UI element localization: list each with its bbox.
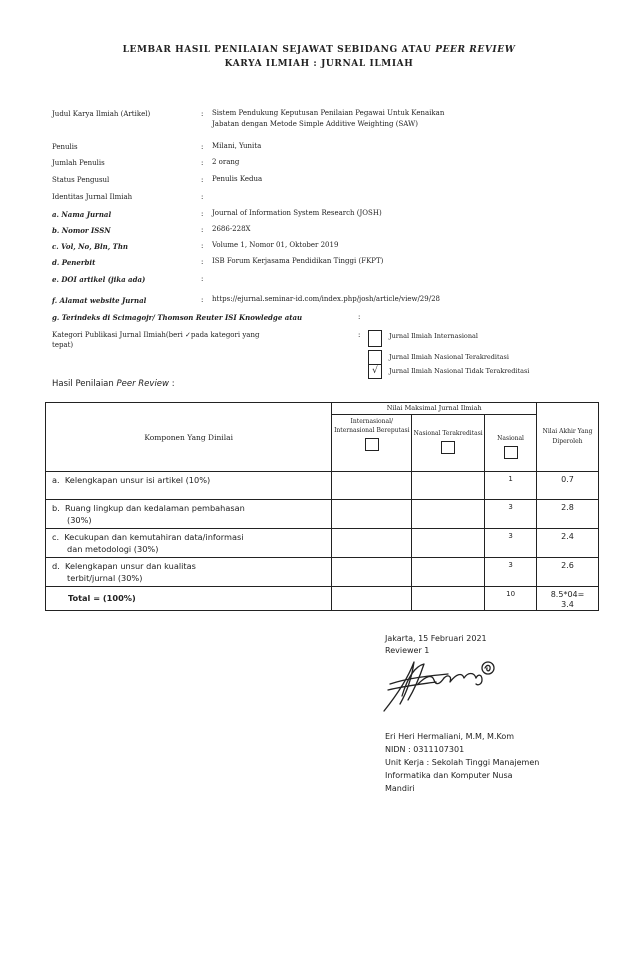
nilai-akhir-cell: 0.7	[537, 472, 599, 500]
tempat-tanggal: Jakarta, 15 Februari 2021	[385, 634, 487, 643]
colon: :	[201, 210, 204, 218]
colon: :	[201, 226, 204, 234]
penerbit-value: ISB Forum Kerjasama Pendidikan Tinggi (FKPT)	[212, 257, 384, 265]
nasional-terakreditasi-cell	[412, 587, 485, 611]
kategori-label-line-2: tepat)	[52, 341, 74, 349]
colon: :	[201, 143, 204, 151]
nasional-header	[485, 415, 537, 472]
nilai-akhir-cell: 2.8	[537, 500, 599, 529]
document-title: LEMBAR HASIL PENILAIAN SEJAWAT SEBIDANG ATAU PEER REVIEW	[122, 45, 516, 55]
signature-image	[378, 656, 504, 716]
document-subtitle: KARYA ILMIAH : JURNAL ILMIAH	[224, 59, 414, 69]
issn-value: 2686-228X	[212, 225, 251, 233]
total-label: Total = (100%)	[46, 587, 332, 611]
colon: :	[201, 176, 204, 184]
volume-value: Volume 1, Nomor 01, Oktober 2019	[212, 241, 339, 249]
nama-jurnal-label: a. Nama Jurnal	[52, 210, 112, 219]
reviewer-name: Eri Heri Hermaliani, M.M, M.Kom	[385, 732, 515, 741]
nilai-maksimal-header: Nilai Maksimal Jurnal Ilmiah	[332, 403, 537, 415]
doi-label: e. DOI artikel (jika ada)	[52, 275, 146, 284]
nilai-akhir-cell: 2.6	[537, 558, 599, 587]
internasional-cell	[332, 529, 412, 558]
nasional-cell: 3	[485, 529, 537, 558]
table-row	[46, 558, 599, 587]
issn-label: b. Nomor ISSN	[52, 226, 111, 235]
penulis-value: Milani, Yunita	[212, 142, 262, 150]
website-value: https://ejurnal.seminar-id.com/index.php/josh/article/view/29/28	[212, 295, 440, 303]
komponen-header: Komponen Yang Dinilai	[46, 403, 332, 472]
penerbit-label: d. Penerbit	[52, 258, 96, 267]
internasional-checkbox[interactable]	[365, 438, 379, 451]
internasional-cell	[332, 587, 412, 611]
nasional-cell: 3	[485, 558, 537, 587]
komponen-cell: a. Kelengkapan unsur isi artikel (10%)	[46, 472, 332, 500]
reviewer-nidn: NIDN : 0311107301	[385, 745, 465, 754]
unit-kerja-line-1: Unit Kerja : Sekolah Tinggi Manajemen	[385, 758, 540, 767]
colon: :	[201, 275, 204, 283]
nasional-cell: 1	[485, 472, 537, 500]
nasional-checkbox[interactable]	[504, 446, 518, 459]
jumlah-penulis-value: 2 orang	[212, 158, 240, 166]
total-nilai-akhir-cell: 8.5*04= 3.4	[537, 587, 599, 611]
komponen-cell: b. Ruang lingkup dan kedalaman pembahasan (30%)	[46, 500, 332, 529]
unit-kerja-line-2: Informatika dan Komputer Nusa	[385, 771, 513, 780]
nasional-terakreditasi-cell	[412, 529, 485, 558]
colon: :	[358, 313, 361, 321]
table-row	[46, 529, 599, 558]
nasional-terakreditasi-header-label: Nasional Terakreditasi	[413, 430, 483, 437]
kategori-checkbox-nasional-tidak-terakreditasi[interactable]: √	[368, 364, 382, 379]
colon: :	[201, 159, 204, 167]
website-label: f. Alamat website Jurnal	[52, 296, 147, 305]
nasional-terakreditasi-cell	[412, 472, 485, 500]
colon: :	[358, 331, 361, 339]
internasional-header-label: Internasional/ Internasional Bereputasi	[334, 418, 410, 434]
penulis-label: Penulis	[52, 143, 78, 151]
table-row	[46, 472, 599, 500]
unit-kerja-line-3: Mandiri	[385, 784, 415, 793]
nasional-header-label: Nasional	[497, 435, 524, 442]
internasional-cell	[332, 500, 412, 529]
table-row	[46, 500, 599, 529]
internasional-header	[332, 415, 412, 472]
komponen-cell: c. Kecukupan dan kemutahiran data/informasi dan metodologi (30%)	[46, 529, 332, 558]
nasional-cell: 3	[485, 500, 537, 529]
terindeks-label: g. Terindeks di Scimagojr/ Thomson Reuter ISI Knowledge atau	[52, 313, 303, 322]
nasional-terakreditasi-header	[412, 415, 485, 472]
judul-value-line-2: Jabatan dengan Metode Simple Additive Weighting (SAW)	[212, 120, 418, 128]
internasional-cell	[332, 558, 412, 587]
kategori-nasional-terakreditasi-label: Jurnal Ilmiah Nasional Terakreditasi	[389, 353, 509, 361]
nasional-terakreditasi-checkbox[interactable]	[441, 441, 455, 454]
nilai-akhir-cell: 2.4	[537, 529, 599, 558]
jumlah-penulis-label: Jumlah Penulis	[52, 159, 105, 167]
volume-label: c. Vol, No, Bln, Thn	[52, 242, 128, 251]
judul-value-line-1: Sistem Pendukung Keputusan Penilaian Pegawai Untuk Kenaikan	[212, 109, 445, 117]
colon: :	[201, 258, 204, 266]
kategori-internasional-label: Jurnal Ilmiah Internasional	[389, 332, 478, 340]
colon: :	[201, 296, 204, 304]
komponen-cell: d. Kelengkapan unsur dan kualitas terbit/jurnal (30%)	[46, 558, 332, 587]
nasional-terakreditasi-cell	[412, 500, 485, 529]
status-pengusul-label: Status Pengusul	[52, 176, 110, 184]
colon: :	[201, 242, 204, 250]
nasional-terakreditasi-cell	[412, 558, 485, 587]
status-pengusul-value: Penulis Kedua	[212, 175, 263, 183]
nama-jurnal-value: Journal of Information System Research (JOSH)	[212, 209, 382, 217]
penilaian-table	[45, 402, 599, 611]
internasional-cell	[332, 472, 412, 500]
kategori-checkbox-internasional[interactable]	[368, 330, 382, 347]
title-peer-review: PEER REVIEW	[435, 45, 516, 55]
kategori-checkbox-nasional-terakreditasi[interactable]	[368, 350, 382, 365]
total-row	[46, 587, 599, 611]
identitas-jurnal-label: Identitas Jurnal Ilmiah	[52, 193, 133, 201]
total-nasional-cell: 10	[485, 587, 537, 611]
nilai-akhir-header: Nilai Akhir Yang Diperoleh	[537, 403, 599, 472]
hasil-penilaian-heading: Hasil Penilaian Peer Review :	[52, 379, 175, 389]
kategori-nasional-tidak-terakreditasi-label: Jurnal Ilmiah Nasional Tidak Terakreditasi	[389, 367, 530, 375]
kategori-label-line-1: Kategori Publikasi Jurnal Ilmiah(beri ✓pada kategori yang	[52, 331, 260, 339]
colon: :	[201, 110, 204, 118]
judul-label: Judul Karya Ilmiah (Artikel)	[52, 110, 151, 118]
colon: :	[201, 193, 204, 201]
reviewer-role: Reviewer 1	[385, 646, 430, 655]
